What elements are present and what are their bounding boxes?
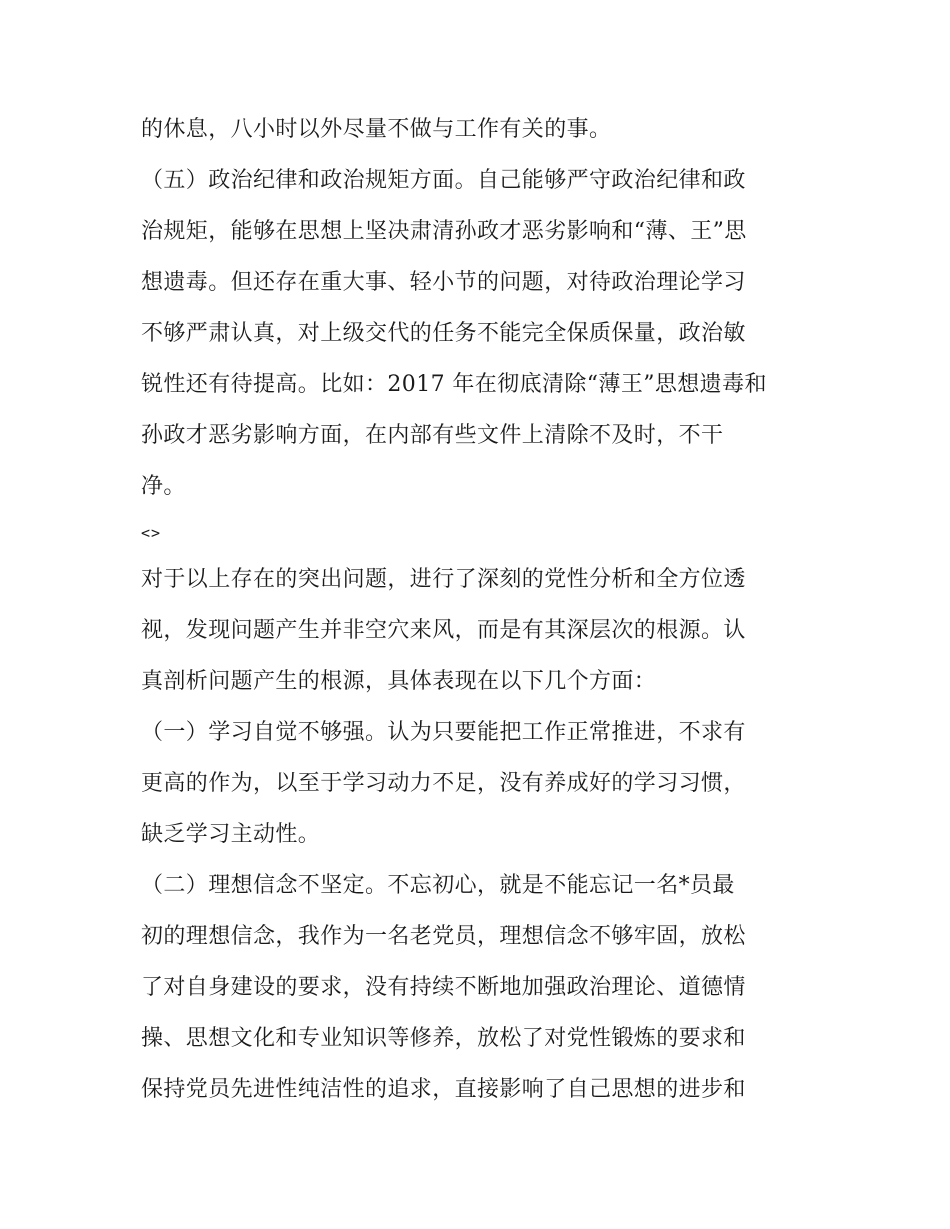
document-body <box>141 104 821 1115</box>
text-line: 锐性还有待提高。比如：2017 年在彻底清除“薄王”思想遗毒和 <box>141 372 767 397</box>
text-line: 了对自身建设的要求，没有持续不断地加强政治理论、道德情 <box>141 975 746 1000</box>
text-line: 治规矩，能够在思想上坚决肃清孙政才恶劣影响和“薄、王”思 <box>141 219 747 244</box>
section-one-heading-line: （一）学习自觉不够强。认为只要能把工作正常推进，不求有 <box>141 720 746 745</box>
text-line: 初的理想信念，我作为一名老党员，理想信念不够牢固，放松 <box>141 924 746 949</box>
placeholder-marker: <> <box>141 524 162 542</box>
text-line: 净。 <box>141 474 186 499</box>
text-line: 想遗毒。但还存在重大事、轻小节的问题，对待政治理论学习 <box>141 270 746 295</box>
text-line: 真剖析问题产生的根源，具体表现在以下几个方面： <box>141 669 657 694</box>
text-line: 缺乏学习主动性。 <box>141 822 321 847</box>
section-five-heading-line: （五）政治纪律和政治规矩方面。自己能够严守政治纪律和政 <box>141 168 746 193</box>
text-line: 视，发现问题产生并非空穴来风，而是有其深层次的根源。认 <box>141 618 746 643</box>
section-two-heading-line: （二）理想信念不坚定。不忘初心，就是不能忘记一名*员最 <box>141 873 735 898</box>
text-line: 更高的作为，以至于学习动力不足，没有养成好的学习习惯， <box>141 771 746 796</box>
text-line: 不够严肃认真，对上级交代的任务不能完全保质保量，政治敏 <box>141 321 746 346</box>
text-line: 的休息，八小时以外尽量不做与工作有关的事。 <box>141 117 612 142</box>
text-line: 操、思想文化和专业知识等修养，放松了对党性锻炼的要求和 <box>141 1026 746 1051</box>
text-line: 保持党员先进性纯洁性的追求，直接影响了自己思想的进步和 <box>141 1077 746 1102</box>
text-line: 孙政才恶劣影响方面，在内部有些文件上清除不及时，不干 <box>141 423 724 448</box>
analysis-intro-line: 对于以上存在的突出问题，进行了深刻的党性分析和全方位透 <box>141 567 746 592</box>
